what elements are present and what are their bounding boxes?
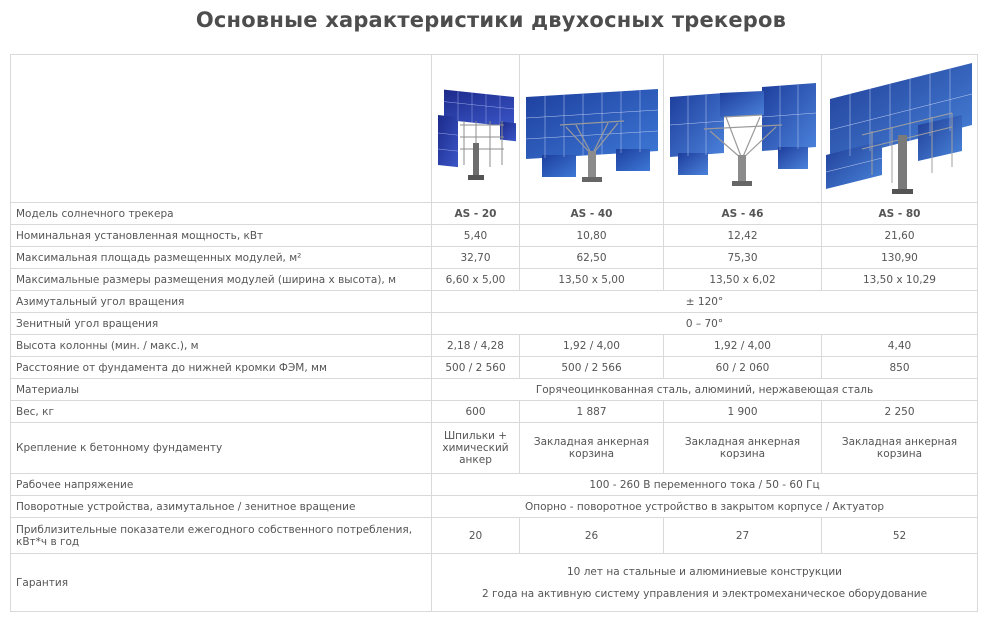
cell-value: 4,40 [822,335,978,357]
cell-value: 2 250 [822,401,978,423]
table-row [11,518,978,554]
table-row [11,496,978,518]
row-label-consumption: Приблизительные показатели ежегодного собственного потребления, кВт*ч в год [11,518,432,554]
row-label-azimuth: Азимутальный угол вращения [11,291,432,313]
cell-value: 52 [822,518,978,554]
merged-cell-warranty [432,554,978,612]
cell-value: 13,50 х 6,02 [664,269,822,291]
row-label-dimensions: Максимальные размеры размещения модулей (ширина х высота), м [11,269,432,291]
merged-cell-materials: Горячеоцинкованная сталь, алюминий, нержавеющая сталь [432,379,978,401]
table-row [11,313,978,335]
row-label-rotation-devices: Поворотные устройства, азимутальное / зенитное вращение [11,496,432,518]
cell-value: 12,42 [664,225,822,247]
merged-cell-rotation-devices: Опорно - поворотное устройство в закрытом корпусе / Актуатор [432,496,978,518]
cell-value: 1,92 / 4,00 [664,335,822,357]
warranty-line-1: 10 лет на стальные и алюминиевые конструкции [567,565,842,578]
cell-value: 27 [664,518,822,554]
tracker-image-as20 [432,55,520,203]
row-label-distance: Расстояние от фундамента до нижней кромки ФЭМ, мм [11,357,432,379]
row-label-column-height: Высота колонны (мин. / макс.), м [11,335,432,357]
tracker-image-as80 [822,55,978,203]
table-row [11,335,978,357]
cell-value: Закладная анкерная корзина [520,423,664,474]
spec-table [10,54,978,612]
row-label-mounting: Крепление к бетонному фундаменту [11,423,432,474]
cell-value: 5,40 [432,225,520,247]
cell-value: 6,60 х 5,00 [432,269,520,291]
page-title: Основные характеристики двухосных трекеров [195,8,787,32]
cell-model-as80: AS - 80 [822,203,978,225]
merged-cell-azimuth: ± 120° [432,291,978,313]
row-label-model: Модель солнечного трекера [11,203,432,225]
table-row [11,474,978,496]
row-label-materials: Материалы [11,379,432,401]
table-row [11,225,978,247]
table-row [11,203,978,225]
cell-model-as46: AS - 46 [664,203,822,225]
warranty-line-2: 2 года на активную систему управления и электромеханическое оборудование [481,587,928,600]
cell-value: Закладная анкерная корзина [664,423,822,474]
row-label-area: Максимальная площадь размещенных модулей, м² [11,247,432,269]
table-row [11,357,978,379]
cell-value: 26 [520,518,664,554]
cell-value: 20 [432,518,520,554]
table-row [11,401,978,423]
merged-cell-voltage: 100 - 260 В переменного тока / 50 - 60 Гц [432,474,978,496]
empty-header-cell [11,55,432,203]
image-row [11,55,978,203]
cell-value: 75,30 [664,247,822,269]
cell-value: 1 900 [664,401,822,423]
table-row [11,423,978,474]
cell-model-as40: AS - 40 [520,203,664,225]
tracker-image-as46 [664,55,822,203]
row-label-voltage: Рабочее напряжение [11,474,432,496]
table-row [11,291,978,313]
cell-value: 21,60 [822,225,978,247]
cell-value: 13,50 х 5,00 [520,269,664,291]
cell-value: 500 / 2 566 [520,357,664,379]
cell-value: 60 / 2 060 [664,357,822,379]
cell-value: 62,50 [520,247,664,269]
merged-cell-zenith: 0 – 70° [432,313,978,335]
table-row [11,554,978,612]
cell-value: 10,80 [520,225,664,247]
cell-value: 850 [822,357,978,379]
cell-value: 2,18 / 4,28 [432,335,520,357]
table-row [11,247,978,269]
table-row [11,269,978,291]
cell-value: 500 / 2 560 [432,357,520,379]
row-label-zenith: Зенитный угол вращения [11,313,432,335]
cell-value: 1 887 [520,401,664,423]
cell-value: 13,50 х 10,29 [822,269,978,291]
cell-value: 130,90 [822,247,978,269]
cell-model-as20: AS - 20 [432,203,520,225]
cell-value: 32,70 [432,247,520,269]
row-label-power: Номинальная установленная мощность, кВт [11,225,432,247]
cell-value: 1,92 / 4,00 [520,335,664,357]
cell-value: Шпильки + химический анкер [432,423,520,474]
row-label-weight: Вес, кг [11,401,432,423]
table-row [11,379,978,401]
cell-value: 600 [432,401,520,423]
cell-value: Закладная анкерная корзина [822,423,978,474]
tracker-image-as40 [520,55,664,203]
row-label-warranty: Гарантия [11,554,432,612]
